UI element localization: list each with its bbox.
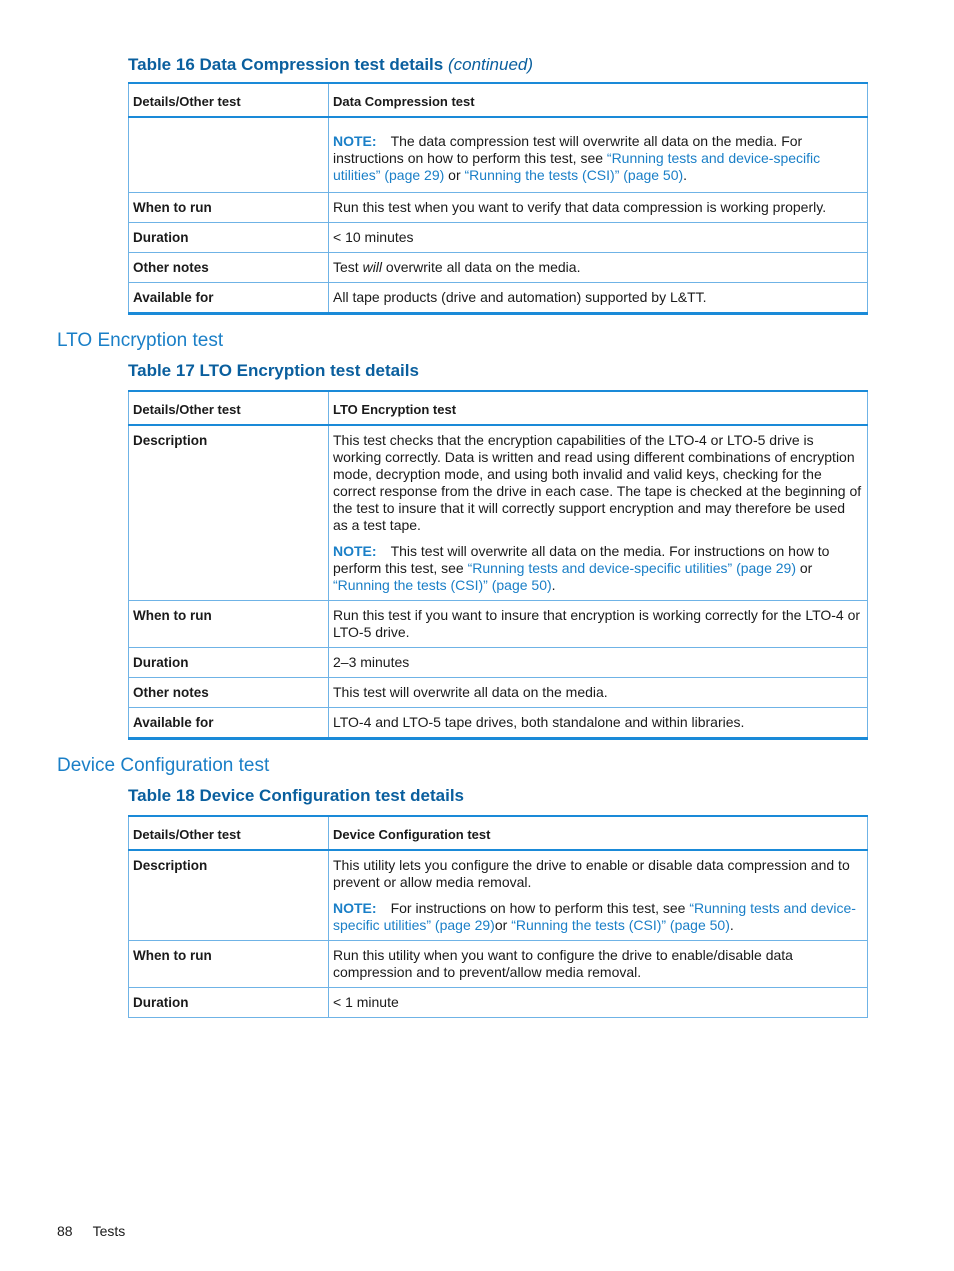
row-value: Run this test if you want to insure that encryption is working correctly for the LTO-4 or LTO-5 drive.: [329, 601, 868, 648]
table-row: [129, 678, 868, 708]
row-value: Run this test when you want to verify that data compression is working properly.: [329, 193, 868, 223]
row-label: Other notes: [129, 678, 329, 708]
table17-caption: [128, 361, 419, 381]
footer-section-title: Tests: [92, 1223, 126, 1239]
table16-caption: [128, 55, 533, 75]
header-cell: Data Compression test: [329, 83, 868, 117]
link-running-csi[interactable]: “Running the tests (CSI)” (page 50): [511, 917, 730, 933]
header-cell: Details/Other test: [129, 83, 329, 117]
table-header-row: [129, 391, 868, 425]
link-running-csi[interactable]: “Running the tests (CSI)” (page 50): [333, 577, 552, 593]
note-text: The data compression test will overwrite all data on the media. For instructions on how to perform this test, see: [333, 133, 803, 166]
table-row: [129, 850, 868, 941]
header-cell: Details/Other test: [129, 816, 329, 850]
table-row: [129, 193, 868, 223]
note-mid: or: [494, 917, 512, 933]
note-paragraph: [333, 543, 862, 594]
row-label: Available for: [129, 708, 329, 739]
row-label: When to run: [129, 193, 329, 223]
note-mid: or: [796, 560, 813, 576]
description-text: This test checks that the encryption capabilities of the LTO-4 or LTO-5 drive is working correctly. Data is written and read using different combinations of encryption mode, decryption mode, and using both invalid and valid keys, checking for the correct response from the drive in each case. The tape is checked at the beginning of the test to insure that it will correctly support encryption and may therefore be used as a test tape.: [333, 432, 862, 533]
note-end: .: [551, 577, 556, 593]
row-label: Other notes: [129, 253, 329, 283]
table18-caption: [128, 786, 464, 806]
link-running-tests[interactable]: “Running tests and device-specific utilities” (page 29): [333, 150, 821, 183]
description-cell: [329, 425, 868, 601]
row-label: Duration: [129, 223, 329, 253]
note-cell: [329, 117, 868, 193]
header-cell: Details/Other test: [129, 391, 329, 425]
label-cell-empty: [129, 117, 329, 193]
note-label: NOTE:: [333, 900, 377, 916]
table18: [128, 815, 868, 1018]
table-row: [129, 283, 868, 314]
row-value: [329, 253, 868, 283]
table-row: [129, 988, 868, 1018]
link-running-csi[interactable]: “Running the tests (CSI)” (page 50): [464, 167, 684, 183]
table18-caption-text: Table 18 Device Configuration test details: [128, 786, 464, 805]
page-footer: [57, 1223, 125, 1239]
row-value: All tape products (drive and automation) supported by L&TT.: [329, 283, 868, 314]
section-heading-lto-encryption: LTO Encryption test: [57, 330, 224, 351]
table-row: [129, 223, 868, 253]
note-text: For instructions on how to perform this test, see: [390, 900, 690, 916]
table-row: [129, 253, 868, 283]
section-heading-device-configuration: Device Configuration test: [57, 755, 270, 776]
table-row: [129, 708, 868, 739]
header-cell: LTO Encryption test: [329, 391, 868, 425]
row-label: Available for: [129, 283, 329, 314]
note-mid: or: [444, 167, 465, 183]
description-cell: [329, 850, 868, 941]
note-label: NOTE:: [333, 543, 377, 559]
row-value: This test will overwrite all data on the media.: [329, 678, 868, 708]
row-value: Run this utility when you want to configure the drive to enable/disable data compression and to prevent/allow media removal.: [329, 941, 868, 988]
table-row: [129, 117, 868, 193]
value-pre: Test: [333, 259, 363, 275]
table16-caption-continued: (continued): [447, 55, 534, 74]
row-label: Duration: [129, 988, 329, 1018]
note-text: This test will overwrite all data on the media. For instructions on how to perform this test, see: [333, 543, 830, 576]
row-label: When to run: [129, 601, 329, 648]
table-row: [129, 425, 868, 601]
table-header-row: [129, 83, 868, 117]
row-value: 2–3 minutes: [329, 648, 868, 678]
value-emphasis: will: [362, 259, 383, 275]
link-running-tests[interactable]: “Running tests and device-specific utilities” (page 29): [333, 900, 856, 933]
description-text: This utility lets you configure the drive to enable or disable data compression and to prevent or allow media removal.: [333, 857, 850, 890]
row-label: Description: [129, 850, 329, 941]
row-value: LTO-4 and LTO-5 tape drives, both standalone and within libraries.: [329, 708, 868, 739]
row-label: Description: [129, 425, 329, 601]
row-label: When to run: [129, 941, 329, 988]
note-end: .: [683, 167, 688, 183]
row-label: Duration: [129, 648, 329, 678]
table17-caption-text: Table 17 LTO Encryption test details: [128, 361, 419, 380]
note-paragraph: [333, 900, 862, 934]
table-row: [129, 648, 868, 678]
page-number: 88: [57, 1223, 73, 1239]
table17: [128, 390, 868, 740]
table16-caption-text: Table 16 Data Compression test details: [128, 55, 444, 74]
note-end: .: [729, 917, 734, 933]
header-cell: Device Configuration test: [329, 816, 868, 850]
link-running-tests[interactable]: “Running tests and device-specific utilities” (page 29): [467, 560, 796, 576]
value-post: overwrite all data on the media.: [382, 259, 581, 275]
table-header-row: [129, 816, 868, 850]
row-value: < 1 minute: [329, 988, 868, 1018]
row-value: < 10 minutes: [329, 223, 868, 253]
table16: [128, 82, 868, 315]
note-label: NOTE:: [333, 133, 377, 149]
table-row: [129, 941, 868, 988]
table-row: [129, 601, 868, 648]
